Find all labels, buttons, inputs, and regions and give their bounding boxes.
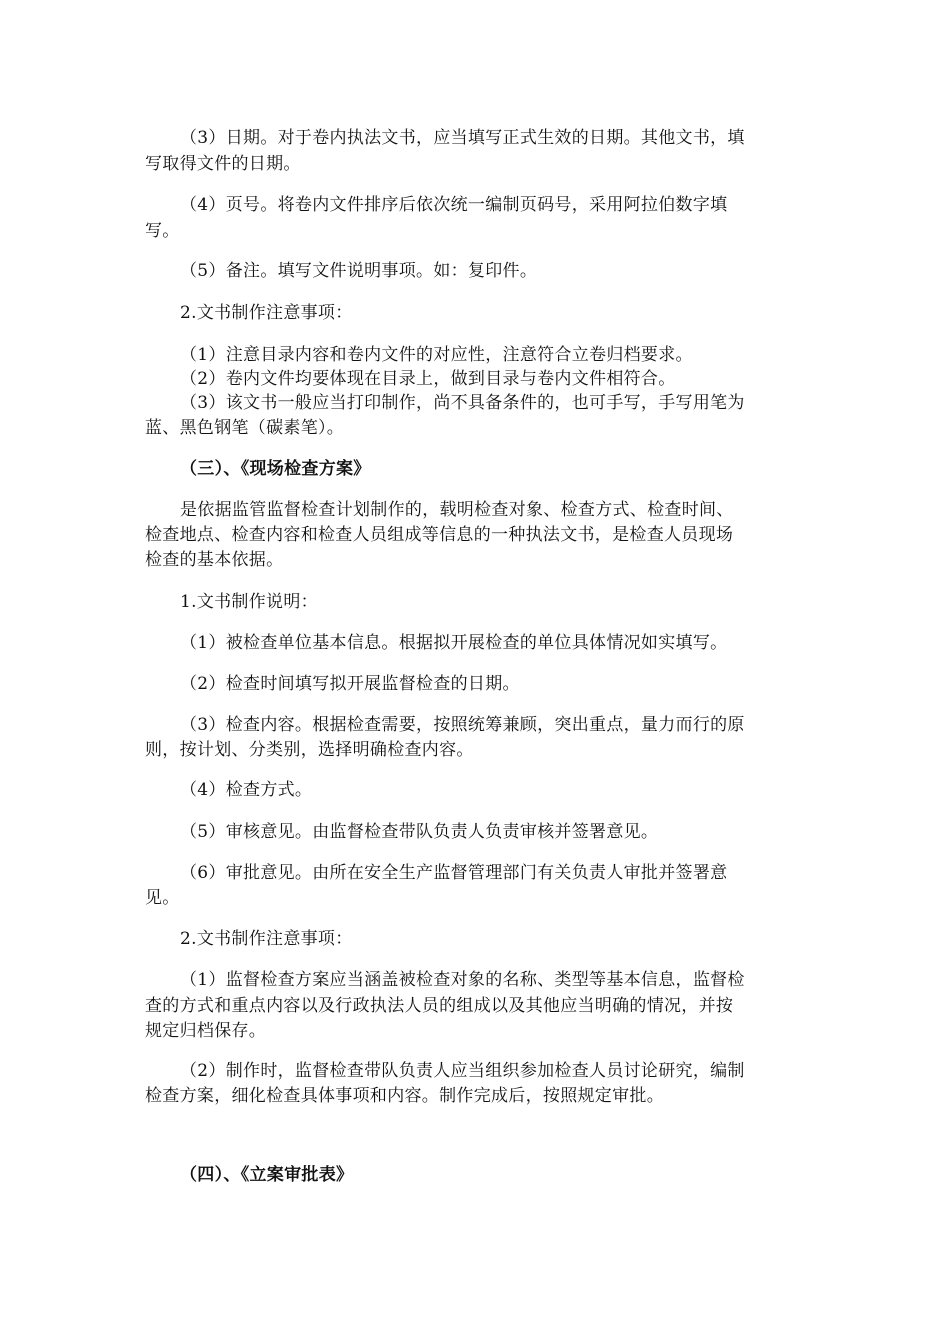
- paragraph-date-line2: 写取得文件的日期。: [145, 154, 301, 174]
- paragraph-intro-line3: 检查的基本依据。: [145, 550, 284, 570]
- paragraph-instruction-3-line2: 则，按计划、分类别，选择明确检查内容。: [145, 740, 474, 760]
- paragraph-instruction-5: （5）审核意见。由监督检查带队负责人负责审核并签署意见。: [180, 822, 659, 842]
- paragraph-date-line1: （3）日期。对于卷内执法文书，应当填写正式生效的日期。其他文书，填: [180, 128, 745, 148]
- paragraph-remarks: （5）备注。填写文件说明事项。如：复印件。: [180, 261, 538, 281]
- paragraph-page-number-line2: 写。: [145, 221, 180, 241]
- section-heading-case-approval: （四）、《立案审批表》: [180, 1165, 354, 1185]
- paragraph-instruction-6-line2: 见。: [145, 888, 180, 908]
- paragraph-note2-1-line1: （1）监督检查方案应当涵盖被检查对象的名称、类型等基本信息，监督检: [180, 970, 745, 990]
- paragraph-note-2: （2）卷内文件均要体现在目录上，做到目录与卷内文件相符合。: [180, 369, 676, 389]
- paragraph-instruction-4: （4）检查方式。: [180, 780, 313, 800]
- paragraph-instruction-6-line1: （6）审批意见。由所在安全生产监督管理部门有关负责人审批并签署意: [180, 863, 728, 883]
- paragraph-instruction-2: （2）检查时间填写拟开展监督检查的日期。: [180, 674, 520, 694]
- subheading-notes: 2.文书制作注意事项：: [180, 303, 353, 323]
- paragraph-note2-1-line3: 规定归档保存。: [145, 1021, 267, 1041]
- paragraph-note-1: （1）注意目录内容和卷内文件的对应性，注意符合立卷归档要求。: [180, 345, 693, 365]
- subheading-instructions: 1.文书制作说明：: [180, 592, 318, 612]
- paragraph-note-3-line2: 蓝、黑色钢笔（碳素笔）。: [145, 418, 345, 438]
- paragraph-intro-line1: 是依据监管监督检查计划制作的，载明检查对象、检查方式、检查时间、: [180, 500, 734, 520]
- paragraph-note2-2-line2: 检查方案，细化检查具体事项和内容。制作完成后，按照规定审批。: [145, 1086, 664, 1106]
- paragraph-note-3-line1: （3）该文书一般应当打印制作，尚不具备条件的，也可手写，手写用笔为: [180, 393, 745, 413]
- paragraph-intro-line2: 检查地点、检查内容和检查人员组成等信息的一种执法文书，是检查人员现场: [145, 525, 734, 545]
- subheading-notes-2: 2.文书制作注意事项：: [180, 929, 353, 949]
- paragraph-note2-1-line2: 查的方式和重点内容以及行政执法人员的组成以及其他应当明确的情况，并按: [145, 996, 734, 1016]
- paragraph-instruction-1: （1）被检查单位基本信息。根据拟开展检查的单位具体情况如实填写。: [180, 633, 728, 653]
- section-heading-inspection-plan: （三）、《现场检查方案》: [180, 459, 371, 479]
- paragraph-instruction-3-line1: （3）检查内容。根据检查需要，按照统筹兼顾，突出重点，量力而行的原: [180, 715, 745, 735]
- paragraph-page-number-line1: （4）页号。将卷内文件排序后依次统一编制页码号，采用阿拉伯数字填: [180, 195, 728, 215]
- paragraph-note2-2-line1: （2）制作时，监督检查带队负责人应当组织参加检查人员讨论研究，编制: [180, 1061, 745, 1081]
